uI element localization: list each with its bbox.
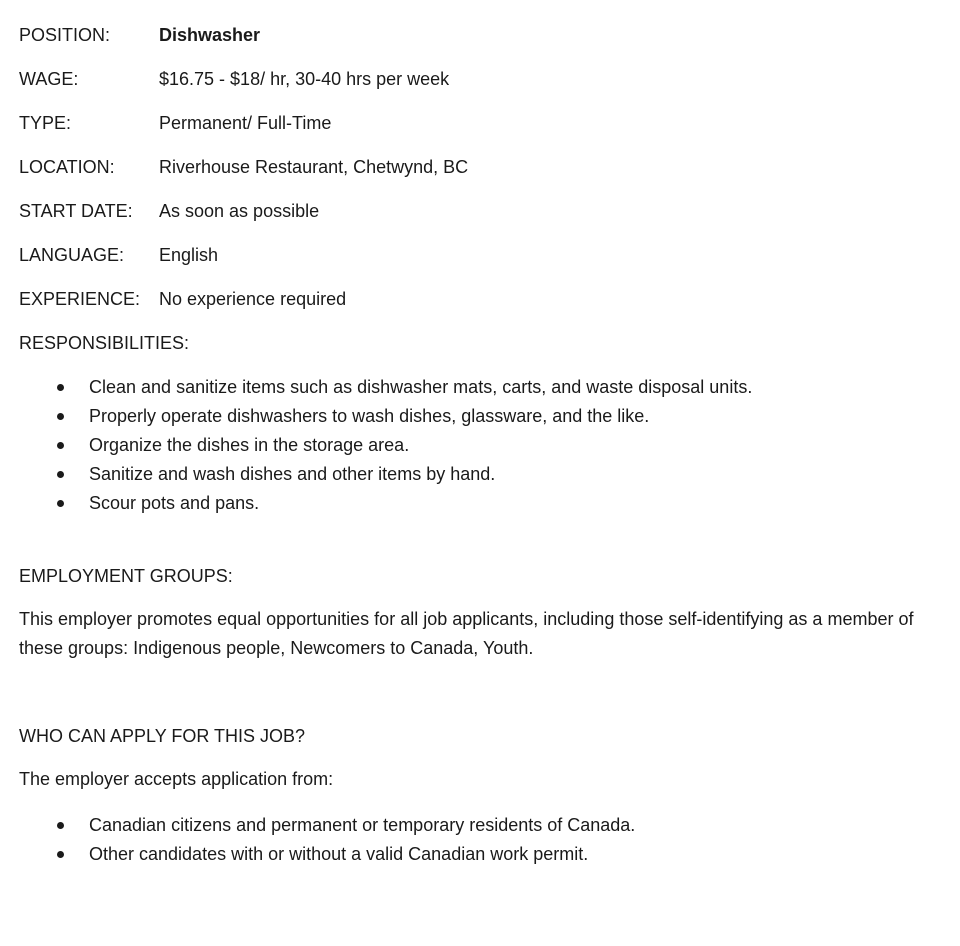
location-value: Riverhouse Restaurant, Chetwynd, BC — [159, 157, 469, 177]
bullet-icon — [57, 851, 64, 858]
responsibilities-list — [19, 373, 939, 518]
list-item-text: Canadian citizens and permanent or temporary residents of Canada. — [89, 815, 636, 835]
bullet-icon — [57, 442, 64, 449]
wage-value: $16.75 - $18/ hr, 30-40 hrs per week — [159, 69, 450, 89]
field-label: LANGUAGE: — [19, 245, 125, 265]
responsibilities-heading: RESPONSIBILITIES: — [19, 333, 190, 353]
field-start-date — [19, 198, 939, 242]
employment-groups-text: This employer promotes equal opportunities for all job applicants, including those self-identifying as a member of these groups: Indigenous people, Newcomers to Canada, Youth. — [19, 609, 914, 658]
list-item — [19, 431, 939, 460]
employment-groups-heading: EMPLOYMENT GROUPS: — [19, 566, 233, 586]
position-value: Dishwasher — [159, 25, 261, 45]
field-experience — [19, 286, 939, 330]
start-date-value: As soon as possible — [159, 201, 320, 221]
list-item — [19, 402, 939, 431]
field-type — [19, 110, 939, 154]
field-label: LOCATION: — [19, 157, 115, 177]
who-can-apply-list — [19, 811, 939, 869]
language-value: English — [159, 245, 219, 265]
list-item-text: Scour pots and pans. — [89, 493, 260, 513]
field-wage — [19, 66, 939, 110]
who-can-apply-section — [19, 723, 939, 869]
field-language — [19, 242, 939, 286]
field-position — [19, 22, 939, 66]
who-can-apply-intro: The employer accepts application from: — [19, 769, 334, 789]
list-item-text: Organize the dishes in the storage area. — [89, 435, 410, 455]
bullet-icon — [57, 384, 64, 391]
job-posting — [19, 22, 939, 869]
list-item-text: Other candidates with or without a valid Canadian work permit. — [89, 844, 589, 864]
employment-groups-section — [19, 563, 939, 663]
list-item — [19, 373, 939, 402]
bullet-icon — [57, 822, 64, 829]
field-label: START DATE: — [19, 201, 133, 221]
bullet-icon — [57, 413, 64, 420]
field-location — [19, 154, 939, 198]
type-value: Permanent/ Full-Time — [159, 113, 332, 133]
job-fields — [19, 22, 939, 330]
who-can-apply-heading: WHO CAN APPLY FOR THIS JOB? — [19, 726, 306, 746]
field-label: POSITION: — [19, 25, 111, 45]
experience-value: No experience required — [159, 289, 347, 309]
field-label: EXPERIENCE: — [19, 289, 141, 309]
list-item — [19, 811, 939, 840]
field-label: WAGE: — [19, 69, 79, 89]
list-item — [19, 460, 939, 489]
bullet-icon — [57, 500, 64, 507]
list-item — [19, 489, 939, 518]
list-item-text: Sanitize and wash dishes and other items by hand. — [89, 464, 496, 484]
field-label: TYPE: — [19, 113, 72, 133]
list-item-text: Properly operate dishwashers to wash dishes, glassware, and the like. — [89, 406, 650, 426]
responsibilities-section — [19, 330, 939, 518]
list-item-text: Clean and sanitize items such as dishwasher mats, carts, and waste disposal units. — [89, 377, 753, 397]
bullet-icon — [57, 471, 64, 478]
list-item — [19, 840, 939, 869]
